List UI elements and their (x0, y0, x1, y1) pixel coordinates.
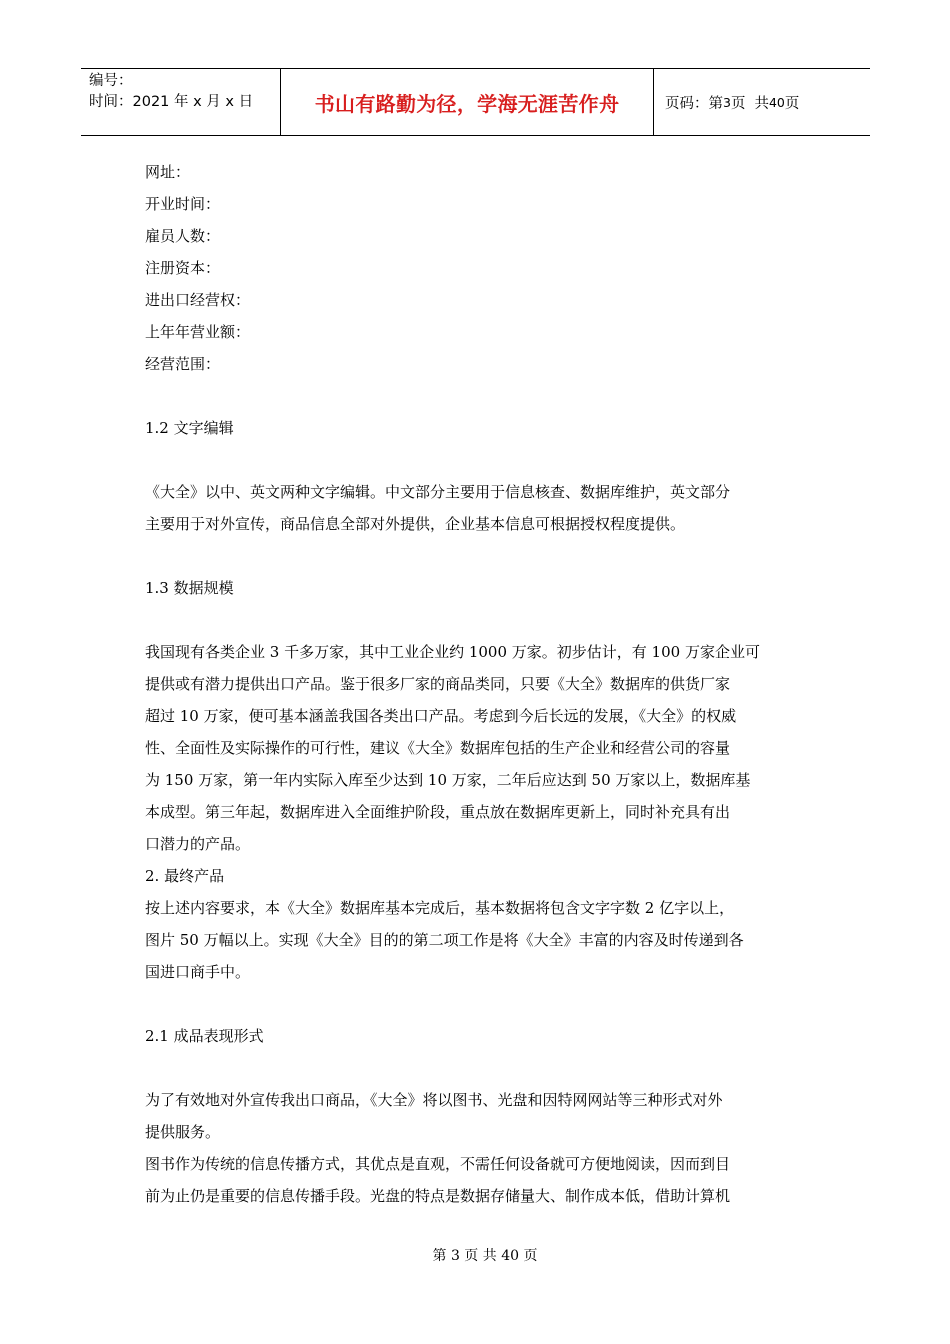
header-code-label: 编号： (89, 73, 133, 89)
section-heading-2-1: 2.1 成品表现形式 (145, 1027, 264, 1045)
paragraph-line: 超过 10 万家，便可基本涵盖我国各类出口产品。考虑到今后长远的发展，《大全》的权威 (145, 707, 737, 725)
paragraph-line: 口潜力的产品。 (145, 835, 251, 853)
paragraph-line: 为 150 万家，第一年内实际入库至少达到 10 万家，二年后应达到 50 万家以上，数据库基 (145, 771, 751, 789)
header-page-info (665, 68, 799, 136)
header-page-suffix: 页 (784, 95, 800, 112)
field-registered-capital: 注册资本： (145, 259, 221, 277)
header-motto: 书山有路勤为径，学海无涯苦作舟 (314, 91, 620, 116)
field-employees: 雇员人数： (145, 227, 221, 245)
paragraph-line: 性、全面性及实际操作的可行性，建议《大全》数据库包括的生产企业和经营公司的容量 (145, 739, 731, 757)
page-header (81, 68, 870, 136)
header-page-current: 3 (723, 94, 731, 110)
header-page-prefix: 页码：第 (665, 95, 723, 112)
field-website: 网址： (145, 163, 191, 181)
paragraph-line: 《大全》以中、英文两种文字编辑。中文部分主要用于信息核查、数据库维护，英文部分 (145, 483, 731, 501)
paragraph-line: 前为止仍是重要的信息传播手段。光盘的特点是数据存储量大、制作成本低，借助计算机 (145, 1187, 731, 1205)
paragraph-line: 国进口商手中。 (145, 963, 251, 981)
paragraph-line: 主要用于对外宣传，商品信息全部对外提供，企业基本信息可根据授权程度提供。 (145, 515, 686, 533)
section-heading-2: 2. 最终产品 (145, 867, 225, 885)
paragraph-line: 提供或有潜力提供出口产品。鉴于很多厂家的商品类同，只要《大全》数据库的供货厂家 (145, 675, 731, 693)
field-last-year-revenue: 上年年营业额： (145, 323, 251, 341)
header-divider-right (653, 68, 654, 136)
document-body (145, 156, 810, 1212)
field-opening-date: 开业时间： (145, 195, 221, 213)
paragraph-line: 为了有效地对外宣传我出口商品，《大全》将以图书、光盘和因特网网站等三种形式对外 (145, 1091, 723, 1109)
field-business-scope: 经营范围： (145, 355, 221, 373)
section-heading-1-3: 1.3 数据规模 (145, 579, 234, 597)
header-date-label: 时间：2021 年 x 月 x 日 (89, 94, 254, 110)
page-footer: 第 3 页 共 40 页 (432, 1248, 538, 1264)
paragraph-line: 提供服务。 (145, 1123, 221, 1141)
header-meta (89, 71, 279, 113)
paragraph-line: 按上述内容要求，本《大全》数据库基本完成后，基本数据将包含文字字数 2 亿字以上， (145, 899, 735, 917)
paragraph-line: 图书作为传统的信息传播方式，其优点是直观，不需任何设备就可方便地阅读，因而到目 (145, 1155, 731, 1173)
section-heading-1-2: 1.2 文字编辑 (145, 419, 234, 437)
paragraph-line: 本成型。第三年起，数据库进入全面维护阶段，重点放在数据库更新上，同时补充具有出 (145, 803, 731, 821)
header-page-total-prefix: 共 (754, 95, 769, 112)
header-page-total: 40 (768, 94, 785, 110)
paragraph-line: 图片 50 万幅以上。实现《大全》目的的第二项工作是将《大全》丰富的内容及时传递到各 (145, 931, 744, 949)
paragraph-line: 我国现有各类企业 3 千多万家，其中工业企业约 1000 万家。初步估计，有 100 万家企业可 (145, 643, 760, 661)
field-import-export-right: 进出口经营权： (145, 291, 251, 309)
header-page-mid: 页 (730, 95, 746, 112)
